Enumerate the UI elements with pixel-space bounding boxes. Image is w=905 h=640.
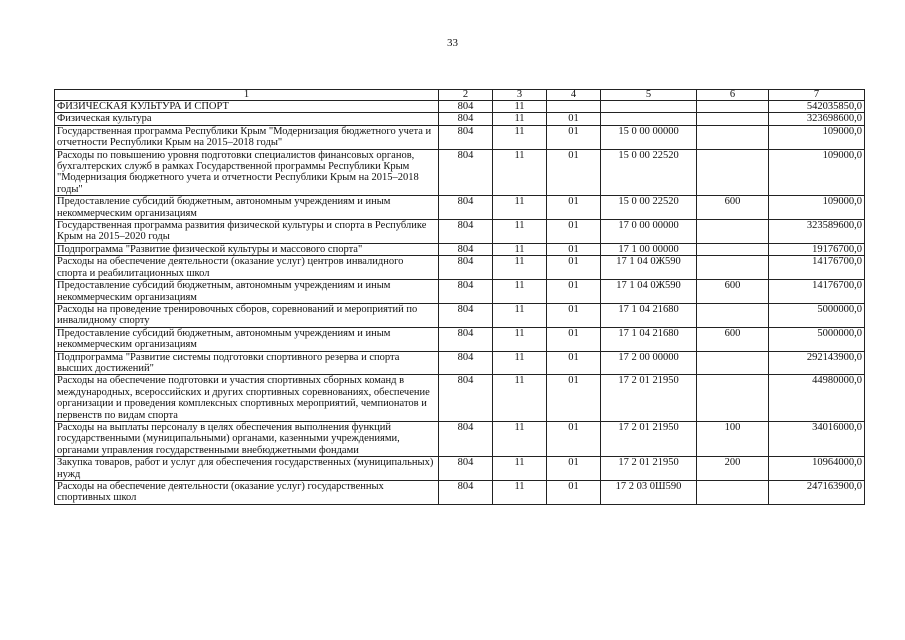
column-header: 3 — [493, 90, 547, 101]
cell-expense-type — [697, 101, 769, 113]
cell-amount: 323698600,0 — [769, 113, 865, 125]
cell-amount: 109000,0 — [769, 196, 865, 220]
table-row — [55, 303, 865, 327]
cell-expense-type — [697, 113, 769, 125]
row-description: Закупка товаров, работ и услуг для обеспечения государственных (муниципальных) нужд — [55, 457, 439, 481]
cell-section: 11 — [493, 113, 547, 125]
cell-target-article: 17 1 04 21680 — [601, 303, 697, 327]
cell-expense-type — [697, 256, 769, 280]
cell-subsection: 01 — [547, 327, 601, 351]
table-row — [55, 327, 865, 351]
cell-code: 804 — [439, 327, 493, 351]
cell-amount: 10964000,0 — [769, 457, 865, 481]
cell-amount: 5000000,0 — [769, 303, 865, 327]
row-description: Предоставление субсидий бюджетным, автономным учреждениям и иным некоммерческим организациям — [55, 196, 439, 220]
cell-amount: 34016000,0 — [769, 421, 865, 456]
cell-target-article: 17 2 01 21950 — [601, 375, 697, 422]
cell-subsection: 01 — [547, 243, 601, 255]
row-description: Государственная программа развития физической культуры и спорта в Республике Крым на 2015–2020 годы — [55, 220, 439, 244]
column-header: 4 — [547, 90, 601, 101]
cell-subsection: 01 — [547, 481, 601, 505]
row-description: Расходы по повышению уровня подготовки специалистов финансовых органов, бухгалтерских служб в рамках Государственной программы Республики Крым "Модернизация бюджетного учета и отчетности Республики Крым на 2015–2018 годы" — [55, 149, 439, 196]
cell-expense-type — [697, 149, 769, 196]
cell-subsection: 01 — [547, 149, 601, 196]
cell-subsection — [547, 101, 601, 113]
cell-code: 804 — [439, 196, 493, 220]
cell-code: 804 — [439, 351, 493, 375]
cell-expense-type — [697, 481, 769, 505]
row-description: ФИЗИЧЕСКАЯ КУЛЬТУРА И СПОРТ — [55, 101, 439, 113]
cell-code: 804 — [439, 303, 493, 327]
cell-expense-type: 600 — [697, 327, 769, 351]
cell-target-article: 15 0 00 22520 — [601, 196, 697, 220]
cell-amount: 5000000,0 — [769, 327, 865, 351]
table-row — [55, 481, 865, 505]
row-description: Расходы на выплаты персоналу в целях обеспечения выполнения функций государственными (муниципальными) органами, казенными учреждениями, органами управления государственными внебюджетными фондами — [55, 421, 439, 456]
cell-section: 11 — [493, 327, 547, 351]
cell-target-article: 17 2 01 21950 — [601, 421, 697, 456]
cell-target-article: 17 0 00 00000 — [601, 220, 697, 244]
row-description: Государственная программа Республики Крым "Модернизация бюджетного учета и отчетности Республики Крым на 2015–2018 годы" — [55, 125, 439, 149]
cell-target-article: 17 1 00 00000 — [601, 243, 697, 255]
row-description: Расходы на обеспечение деятельности (оказание услуг) государственных спортивных школ — [55, 481, 439, 505]
cell-subsection: 01 — [547, 196, 601, 220]
cell-expense-type: 200 — [697, 457, 769, 481]
cell-code: 804 — [439, 421, 493, 456]
table-row — [55, 256, 865, 280]
table-row — [55, 375, 865, 422]
cell-section: 11 — [493, 421, 547, 456]
table-row — [55, 149, 865, 196]
cell-target-article: 17 2 00 00000 — [601, 351, 697, 375]
cell-subsection: 01 — [547, 256, 601, 280]
cell-amount: 19176700,0 — [769, 243, 865, 255]
cell-expense-type: 600 — [697, 196, 769, 220]
table-row — [55, 196, 865, 220]
row-description: Расходы на обеспечение деятельности (оказание услуг) центров инвалидного спорта и реабилитационных школ — [55, 256, 439, 280]
cell-amount: 14176700,0 — [769, 256, 865, 280]
cell-expense-type — [697, 220, 769, 244]
cell-expense-type — [697, 303, 769, 327]
table-row — [55, 421, 865, 456]
cell-amount: 14176700,0 — [769, 280, 865, 304]
cell-target-article: 15 0 00 22520 — [601, 149, 697, 196]
cell-target-article: 17 2 03 0Ш590 — [601, 481, 697, 505]
cell-target-article: 17 1 04 21680 — [601, 327, 697, 351]
cell-section: 11 — [493, 220, 547, 244]
column-header: 7 — [769, 90, 865, 101]
cell-code: 804 — [439, 101, 493, 113]
cell-section: 11 — [493, 149, 547, 196]
cell-code: 804 — [439, 125, 493, 149]
cell-expense-type — [697, 375, 769, 422]
table-row — [55, 113, 865, 125]
row-description: Подпрограмма "Развитие системы подготовки спортивного резерва и спорта высших достижений" — [55, 351, 439, 375]
column-header: 1 — [55, 90, 439, 101]
cell-amount: 323589600,0 — [769, 220, 865, 244]
header-row — [55, 90, 865, 101]
cell-code: 804 — [439, 375, 493, 422]
cell-code: 804 — [439, 256, 493, 280]
cell-section: 11 — [493, 303, 547, 327]
cell-expense-type: 100 — [697, 421, 769, 456]
table-row — [55, 243, 865, 255]
row-description: Предоставление субсидий бюджетным, автономным учреждениям и иным некоммерческим организациям — [55, 280, 439, 304]
cell-section: 11 — [493, 457, 547, 481]
column-header: 2 — [439, 90, 493, 101]
cell-target-article: 17 2 01 21950 — [601, 457, 697, 481]
cell-section: 11 — [493, 375, 547, 422]
cell-amount: 109000,0 — [769, 125, 865, 149]
cell-target-article: 17 1 04 0Ж590 — [601, 256, 697, 280]
cell-code: 804 — [439, 243, 493, 255]
cell-subsection: 01 — [547, 375, 601, 422]
row-description: Подпрограмма "Развитие физической культуры и массового спорта" — [55, 243, 439, 255]
cell-code: 804 — [439, 149, 493, 196]
cell-target-article: 15 0 00 00000 — [601, 125, 697, 149]
cell-target-article — [601, 101, 697, 113]
cell-section: 11 — [493, 243, 547, 255]
cell-expense-type — [697, 243, 769, 255]
table-row — [55, 125, 865, 149]
cell-target-article: 17 1 04 0Ж590 — [601, 280, 697, 304]
cell-subsection: 01 — [547, 351, 601, 375]
cell-code: 804 — [439, 113, 493, 125]
table-row — [55, 220, 865, 244]
cell-subsection: 01 — [547, 113, 601, 125]
cell-section: 11 — [493, 351, 547, 375]
cell-code: 804 — [439, 280, 493, 304]
cell-code: 804 — [439, 481, 493, 505]
cell-amount: 44980000,0 — [769, 375, 865, 422]
cell-expense-type — [697, 351, 769, 375]
cell-expense-type — [697, 125, 769, 149]
cell-expense-type: 600 — [697, 280, 769, 304]
cell-subsection: 01 — [547, 421, 601, 456]
cell-subsection: 01 — [547, 457, 601, 481]
cell-section: 11 — [493, 125, 547, 149]
row-description: Расходы на проведение тренировочных сборов, соревнований и мероприятий по инвалидному спорту — [55, 303, 439, 327]
table-row — [55, 351, 865, 375]
cell-subsection: 01 — [547, 220, 601, 244]
table-row — [55, 280, 865, 304]
cell-section: 11 — [493, 280, 547, 304]
cell-subsection: 01 — [547, 280, 601, 304]
cell-section: 11 — [493, 256, 547, 280]
cell-code: 804 — [439, 220, 493, 244]
row-description: Предоставление субсидий бюджетным, автономным учреждениям и иным некоммерческим организациям — [55, 327, 439, 351]
column-header: 5 — [601, 90, 697, 101]
cell-amount: 109000,0 — [769, 149, 865, 196]
cell-subsection: 01 — [547, 303, 601, 327]
table-row — [55, 101, 865, 113]
column-header: 6 — [697, 90, 769, 101]
cell-amount: 247163900,0 — [769, 481, 865, 505]
budget-table — [54, 89, 865, 505]
page-number: 33 — [447, 37, 458, 49]
cell-section: 11 — [493, 101, 547, 113]
cell-amount: 292143900,0 — [769, 351, 865, 375]
table-row — [55, 457, 865, 481]
cell-section: 11 — [493, 481, 547, 505]
row-description: Расходы на обеспечение подготовки и участия спортивных сборных команд в международных, всероссийских и других спортивных соревнованиях, обеспечение организации и проведения комплексных спортивных мероприятий, чемпионатов и первенств по видам спорта — [55, 375, 439, 422]
cell-code: 804 — [439, 457, 493, 481]
row-description: Физическая культура — [55, 113, 439, 125]
cell-amount: 542035850,0 — [769, 101, 865, 113]
cell-subsection: 01 — [547, 125, 601, 149]
cell-section: 11 — [493, 196, 547, 220]
cell-target-article — [601, 113, 697, 125]
